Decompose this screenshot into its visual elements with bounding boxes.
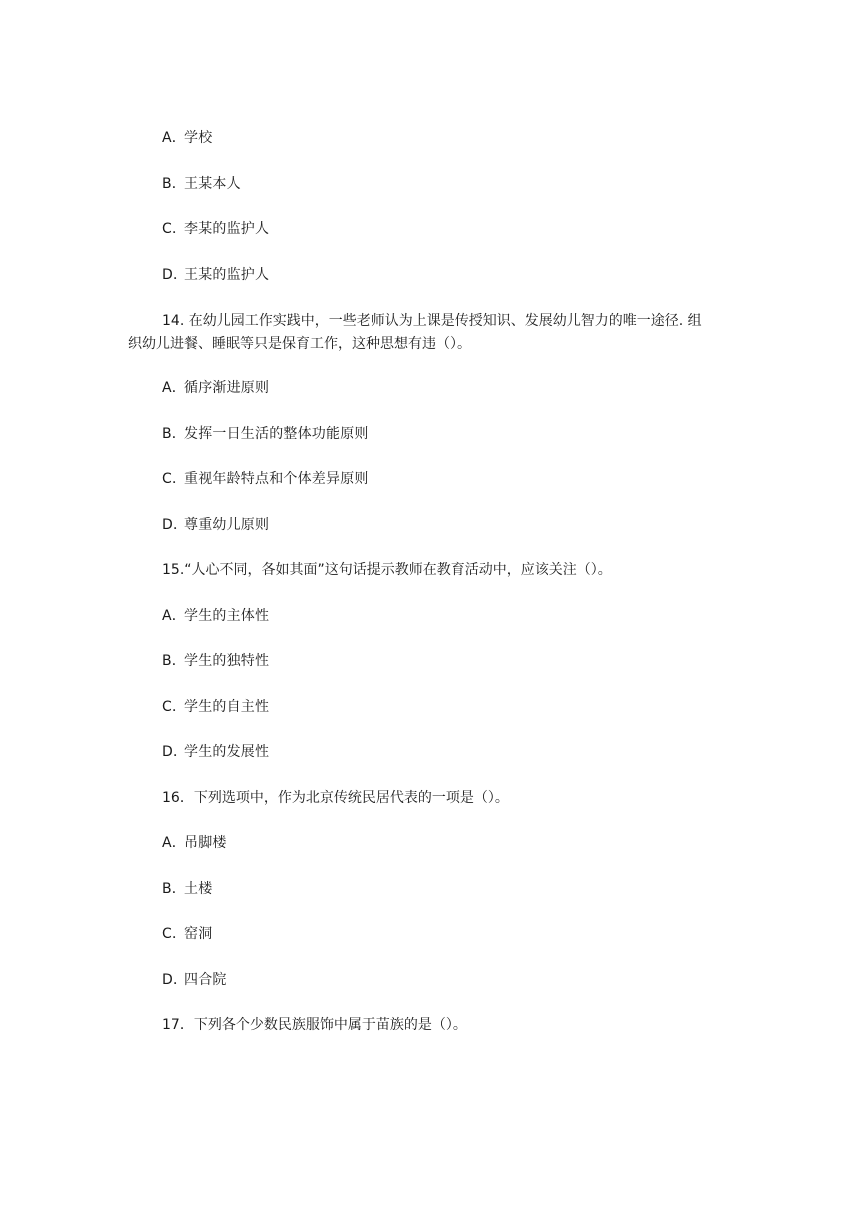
option-text: 土楼 xyxy=(184,881,213,897)
option-b xyxy=(162,174,241,194)
option-b xyxy=(162,424,369,444)
option-d xyxy=(162,515,269,535)
question-14-line-1: 14. 在幼儿园工作实践中，一些老师认为上课是传授知识、发展幼儿智力的唯一途径. 组 xyxy=(162,313,702,329)
option-letter: B． xyxy=(162,653,187,669)
option-a xyxy=(162,833,227,853)
option-letter: C． xyxy=(162,221,187,237)
option-letter: B． xyxy=(162,426,187,442)
option-letter: D． xyxy=(162,517,188,533)
option-letter: B． xyxy=(162,176,187,192)
option-letter: D． xyxy=(162,744,188,760)
option-d xyxy=(162,970,227,990)
option-text: 学生的独特性 xyxy=(184,653,270,669)
option-c xyxy=(162,697,269,717)
option-text: 窑洞 xyxy=(184,926,213,942)
option-text: 四合院 xyxy=(184,972,227,988)
option-letter: A． xyxy=(162,380,186,396)
option-letter: C． xyxy=(162,926,187,942)
question-16: 16．下列选项中，作为北京传统民居代表的一项是（）。 xyxy=(162,790,509,806)
option-text: 王某的监护人 xyxy=(184,267,270,283)
option-letter: D． xyxy=(162,267,188,283)
option-letter: B． xyxy=(162,881,187,897)
option-c xyxy=(162,219,269,239)
option-text: 学生的主体性 xyxy=(184,608,270,624)
option-text: 重视年龄特点和个体差异原则 xyxy=(184,471,369,487)
option-c xyxy=(162,469,369,489)
question-17: 17．下列各个少数民族服饰中属于苗族的是（）。 xyxy=(162,1017,467,1033)
option-letter: A． xyxy=(162,608,186,624)
option-text: 发挥一日生活的整体功能原则 xyxy=(184,426,369,442)
option-letter: A． xyxy=(162,835,186,851)
option-letter: C． xyxy=(162,471,187,487)
option-d xyxy=(162,742,269,762)
option-text: 李某的监护人 xyxy=(184,221,270,237)
option-b xyxy=(162,651,269,671)
option-c xyxy=(162,924,212,944)
option-text: 循序渐进原则 xyxy=(184,380,270,396)
option-a xyxy=(162,606,269,626)
option-a xyxy=(162,128,212,148)
option-text: 王某本人 xyxy=(184,176,241,192)
option-letter: A． xyxy=(162,130,186,146)
option-text: 学生的自主性 xyxy=(184,699,270,715)
option-text: 学校 xyxy=(184,130,213,146)
question-14-line-2: 织幼儿进餐、睡眠等只是保育工作，这种思想有违（）。 xyxy=(128,336,471,352)
option-text: 尊重幼儿原则 xyxy=(184,517,270,533)
option-text: 学生的发展性 xyxy=(184,744,270,760)
option-d xyxy=(162,265,269,285)
option-a xyxy=(162,378,269,398)
option-letter: C． xyxy=(162,699,187,715)
option-text: 吊脚楼 xyxy=(184,835,227,851)
option-b xyxy=(162,879,212,899)
question-15: 15.“人心不同，各如其面”这句话提示教师在教育活动中，应该关注（）。 xyxy=(162,562,612,578)
option-letter: D． xyxy=(162,972,188,988)
